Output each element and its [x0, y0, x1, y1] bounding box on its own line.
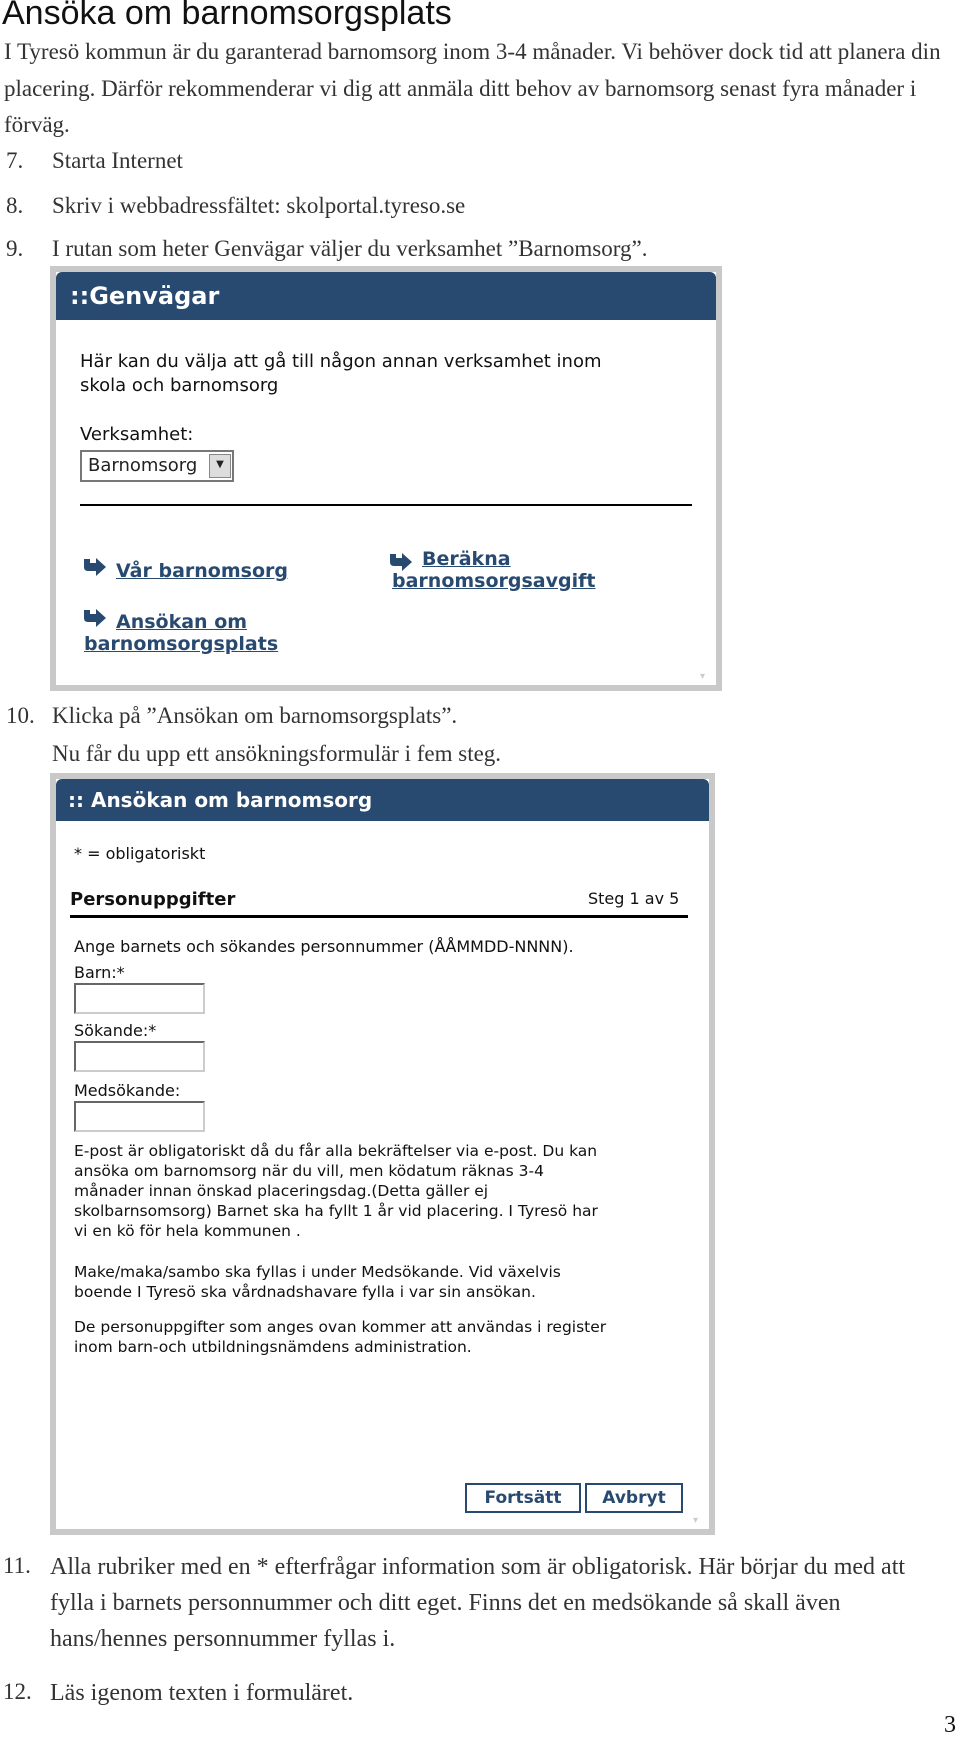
info-line: vi en kö för hela kommunen . [74, 1222, 301, 1240]
step-text: Starta Internet [52, 148, 183, 173]
link-ansokan-barnomsorgsplats[interactable] [84, 611, 278, 655]
step-text: Skriv i webbadressfältet: skolportal.tyreso.se [52, 193, 466, 218]
section-title: Personuppgifter [70, 889, 236, 910]
genvagar-description [80, 350, 602, 398]
barn-field[interactable] [74, 983, 205, 1014]
ansokan-header: :: Ansökan om barnomsorg [56, 779, 709, 821]
intro-paragraph: I Tyresö kommun är du garanterad barnomsorg inom 3-4 månader. Vi behöver dock tid att planera din placering. Därför rekommenderar vi dig att anmäla ditt behov av barnomsorg senast fyra månader i förväg. [4, 39, 941, 137]
page-number: 3 [944, 1712, 956, 1738]
info-medsokande [74, 1262, 561, 1302]
info-line: månader innan önskad placeringsdag.(Detta gäller ej [74, 1182, 489, 1200]
step-text: I rutan som heter Genvägar väljer du verksamhet ”Barnomsorg”. [52, 236, 648, 261]
genvagar-screenshot [50, 266, 722, 691]
chevron-down-icon[interactable]: ▼ [209, 454, 231, 478]
select-value: Barnomsorg [88, 455, 198, 476]
info-register [74, 1317, 606, 1357]
sokande-label: Sökande:* [74, 1021, 157, 1040]
step-number: 8. [6, 193, 24, 218]
link-line[interactable]: barnomsorgsavgift [392, 570, 596, 592]
verksamhet-label: Verksamhet: [80, 424, 194, 445]
info-line: E-post är obligatoriskt då du får alla bekräftelser via e-post. Du kan [74, 1142, 598, 1160]
divider [70, 915, 688, 918]
step-number: 10. [6, 703, 35, 728]
arrow-right-icon [82, 555, 108, 577]
step-number: 9. [6, 236, 24, 261]
info-line: skolbarnsomsorg) Barnet ska ha fyllt 1 år vid placering. I Tyresö har [74, 1202, 598, 1220]
genvagar-header: ::Genvägar [56, 272, 716, 320]
barn-label: Barn:* [74, 963, 125, 982]
step-number: 11. [3, 1553, 31, 1578]
step-number: 7. [6, 148, 24, 173]
sokande-field[interactable] [74, 1041, 205, 1072]
info-line: boende I Tyresö ska vårdnadshavare fylla i var sin ansökan. [74, 1283, 536, 1301]
link-var-barnomsorg[interactable]: Vår barnomsorg [116, 560, 288, 582]
resize-grip-icon: ▾ [700, 671, 706, 682]
resize-grip-icon: ▾ [693, 1515, 699, 1526]
step-indicator: Steg 1 av 5 [588, 889, 680, 908]
page-title: Ansöka om barnomsorgsplats [2, 0, 452, 32]
medsokande-label: Medsökande: [74, 1081, 181, 1100]
cancel-button[interactable]: Avbryt [585, 1483, 683, 1513]
divider [80, 504, 692, 506]
instruction-text: Ange barnets och sökandes personnummer (ÅÅMMDD-NNNN). [74, 937, 574, 956]
step-number: 12. [3, 1679, 32, 1704]
link-line[interactable]: Ansökan om [116, 611, 248, 633]
ansokan-screenshot [50, 773, 715, 1535]
info-email [74, 1141, 598, 1241]
step-text: Nu får du upp ett ansökningsformulär i fem steg. [52, 741, 502, 766]
step-text: Klicka på ”Ansökan om barnomsorgsplats”. [52, 703, 458, 728]
description-line: skola och barnomsorg [80, 375, 279, 396]
description-line: Här kan du välja att gå till någon annan verksamhet inom [80, 351, 602, 372]
medsokande-field[interactable] [74, 1101, 205, 1132]
info-line: ansöka om barnomsorg när du vill, men ködatum räknas 3-4 [74, 1162, 544, 1180]
info-line: Make/maka/sambo ska fyllas i under Medsökande. Vid växelvis [74, 1263, 561, 1281]
link-line[interactable]: Beräkna [422, 548, 511, 570]
link-berakna-avgift[interactable] [392, 548, 595, 592]
step-12-text: Läs igenom texten i formuläret. [50, 1680, 354, 1706]
link-line[interactable]: barnomsorgsplats [84, 633, 279, 655]
info-line: De personuppgifter som anges ovan kommer att användas i register [74, 1318, 607, 1336]
verksamhet-select[interactable] [80, 450, 234, 482]
required-note: * = obligatoriskt [74, 844, 206, 863]
continue-button[interactable]: Fortsätt [465, 1483, 581, 1513]
step-11-text: Alla rubriker med en * efterfrågar information som är obligatorisk. Här börjar du med att fylla i barnets personnummer och ditt eget. Finns det en medsökande så skall även hans/hennes personnummer fyllas i. [50, 1554, 906, 1652]
info-line: inom barn-och utbildningsnämdens administration. [74, 1338, 472, 1356]
